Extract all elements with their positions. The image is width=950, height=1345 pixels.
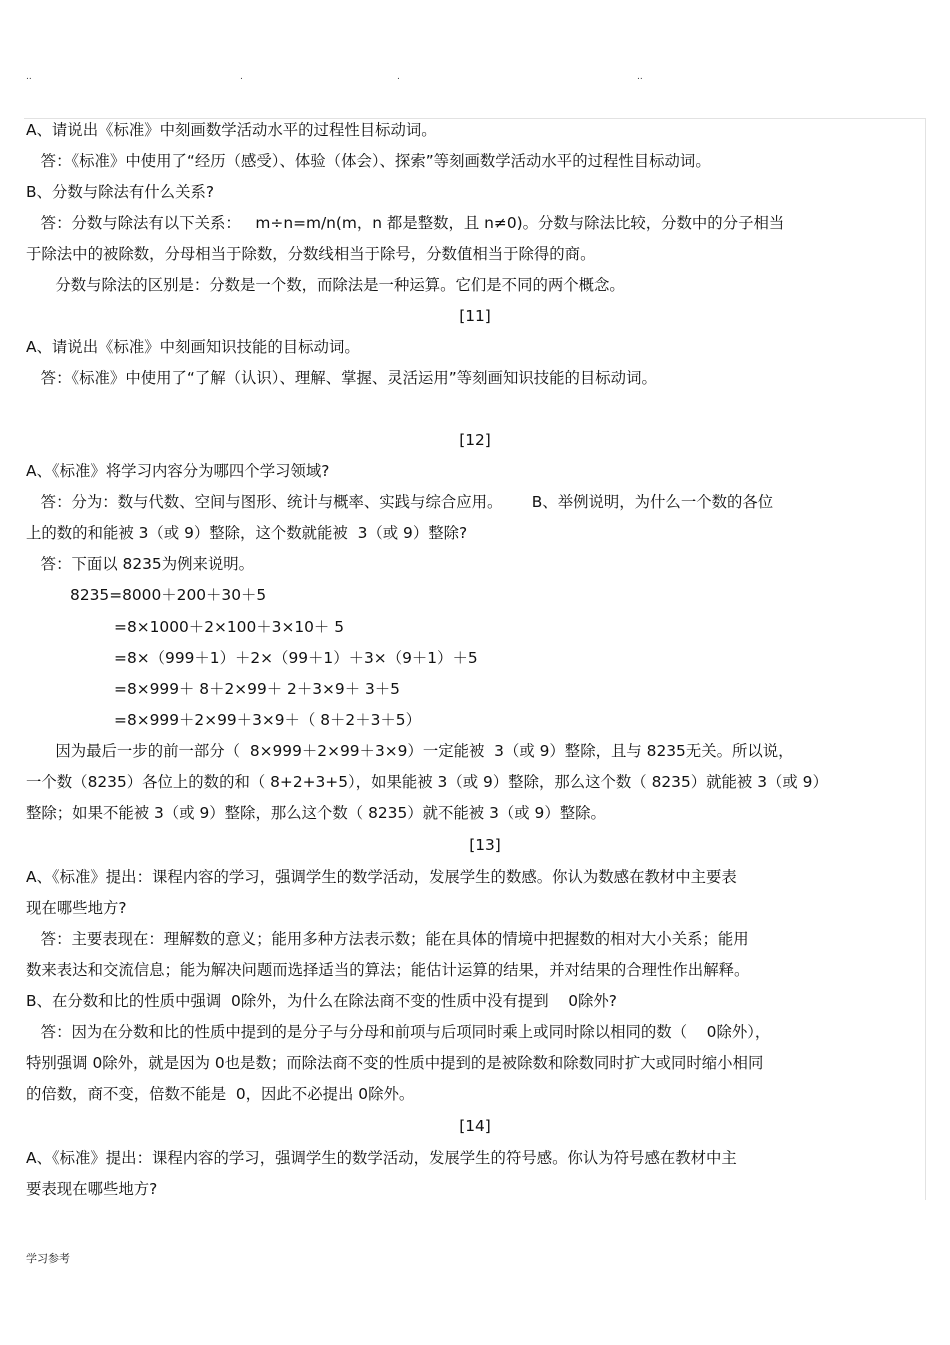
question-line: 要表现在哪些地方? bbox=[26, 1180, 158, 1198]
answer-line: 答：因为在分数和比的性质中提到的是分子与分母和前项与后项同时乘上或同时除以相同的数（ 0除外）， bbox=[26, 1023, 771, 1041]
question-line: B、分数与除法有什么关系? bbox=[26, 183, 215, 201]
answer-line: 答：分数与除法有以下关系： m÷n=m/n(m，n 都是整数，且 n≠0)。分数与除法比较，分数中的分子相当 bbox=[26, 214, 785, 232]
equation-line: 8235=8000＋200＋30＋5 bbox=[26, 586, 267, 604]
answer-line: 整除；如果不能被 3（或 9）整除，那么这个数（ 8235）就不能被 3（或 9）整除。 bbox=[26, 804, 606, 822]
page-frame-right-rule bbox=[925, 118, 926, 1200]
answer-line: 数来表达和交流信息；能为解决问题而选择适当的算法；能估计运算的结果，并对结果的合理性作出解释。 bbox=[26, 961, 750, 979]
answer-line: 答：分为：数与代数、空间与图形、统计与概率、实践与综合应用。 B、举例说明，为什么一个数的各位 bbox=[26, 493, 774, 511]
answer-line: 于除法中的被除数，分母相当于除数，分数线相当于除号，分数值相当于除得的商。 bbox=[26, 245, 596, 263]
header-dots: .. bbox=[637, 72, 643, 82]
question-line: A、《标准》提出：课程内容的学习，强调学生的数学活动，发展学生的数感。你认为数感在教材中主要表 bbox=[26, 868, 737, 886]
section-number: [14] bbox=[459, 1117, 491, 1135]
equation-line: =8×999＋ 8＋2×99＋ 2＋3×9＋ 3＋5 bbox=[26, 680, 400, 698]
section-number: [12] bbox=[459, 431, 491, 449]
page-footer: 学习参考 bbox=[26, 1252, 70, 1265]
section-number: [11] bbox=[459, 307, 491, 325]
question-line: B、在分数和比的性质中强调 0除外，为什么在除法商不变的性质中没有提到 0除外? bbox=[26, 992, 617, 1010]
answer-line: 因为最后一步的前一部分（ 8×999＋2×99＋3×9）一定能被 3（或 9）整除，且与 8235无关。所以说， bbox=[26, 742, 794, 760]
question-line: 上的数的和能被 3（或 9）整除，这个数就能被 3（或 9）整除? bbox=[26, 524, 468, 542]
answer-line: 分数与除法的区别是：分数是一个数，而除法是一种运算。它们是不同的两个概念。 bbox=[26, 276, 625, 294]
question-line: A、请说出《标准》中刻画数学活动水平的过程性目标动词。 bbox=[26, 121, 437, 139]
question-line: 现在哪些地方? bbox=[26, 899, 127, 917]
question-line: A、《标准》将学习内容分为哪四个学习领域? bbox=[26, 462, 330, 480]
equation-line: =8×999＋2×99＋3×9＋（ 8＋2＋3＋5） bbox=[26, 711, 421, 729]
answer-line: 答：下面以 8235为例来说明。 bbox=[26, 555, 255, 573]
section-number: [13] bbox=[469, 836, 501, 854]
answer-line: 特别强调 0除外，就是因为 0也是数；而除法商不变的性质中提到的是被除数和除数同时扩大或同时缩小相同 bbox=[26, 1054, 764, 1072]
answer-line: 的倍数，商不变，倍数不能是 0，因此不必提出 0除外。 bbox=[26, 1085, 415, 1103]
equation-line: =8×1000＋2×100＋3×10＋ 5 bbox=[26, 618, 345, 636]
equation-line: =8×（999＋1）＋2×（99＋1）＋3×（9＋1）＋5 bbox=[26, 649, 478, 667]
question-line: A、《标准》提出：课程内容的学习，强调学生的数学活动，发展学生的符号感。你认为符号感在教材中主 bbox=[26, 1149, 737, 1167]
answer-line: 答：《标准》中使用了“了解（认识）、理解、掌握、灵活运用”等刻画知识技能的目标动词。 bbox=[26, 369, 657, 387]
header-dots: .. bbox=[26, 72, 32, 82]
answer-line: 一个数（8235）各位上的数的和（ 8+2+3+5），如果能被 3（或 9）整除，那么这个数（ 8235）就能被 3（或 9） bbox=[26, 773, 828, 791]
answer-line: 答：主要表现在：理解数的意义；能用多种方法表示数；能在具体的情境中把握数的相对大小关系；能用 bbox=[26, 930, 749, 948]
answer-line: 答：《标准》中使用了“经历（感受）、体验（体会）、探索”等刻画数学活动水平的过程性目标动词。 bbox=[26, 152, 711, 170]
header-dots: . bbox=[397, 72, 400, 82]
question-line: A、请说出《标准》中刻画知识技能的目标动词。 bbox=[26, 338, 360, 356]
header-dots: . bbox=[240, 72, 243, 82]
